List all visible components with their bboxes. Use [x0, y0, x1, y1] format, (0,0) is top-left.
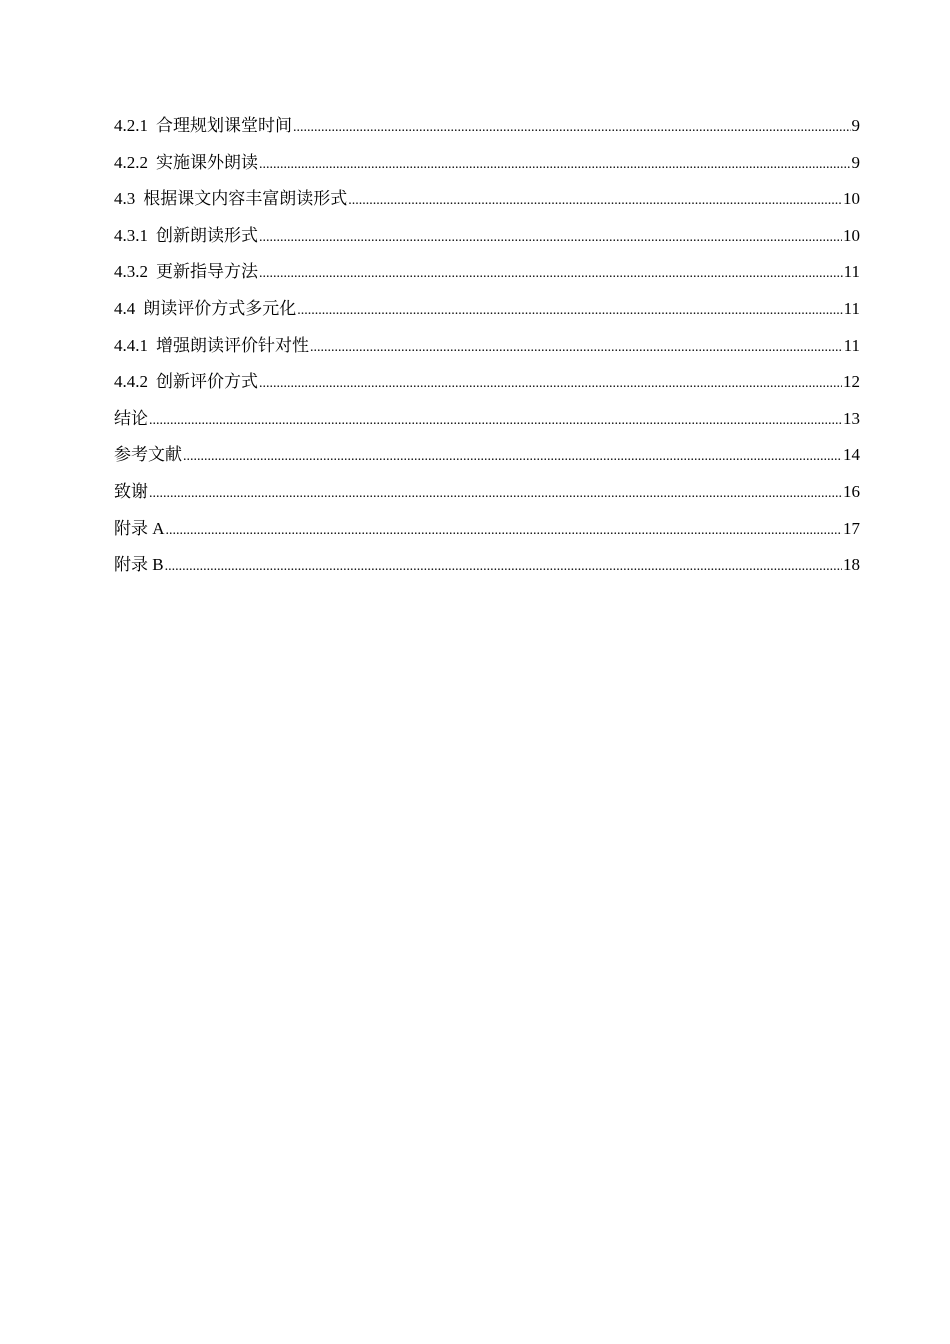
toc-entry-title: [114, 297, 296, 321]
toc-entry[interactable]: [114, 334, 860, 371]
toc-entry-title: [114, 114, 292, 138]
toc-entry-text: 创新评价方式: [156, 372, 258, 392]
toc-entry-text: 朗读评价方式多元化: [143, 298, 297, 318]
toc-entry-title: [114, 407, 148, 431]
toc-entry-number: 4.3.1: [114, 225, 148, 245]
toc-page-number: 13: [843, 408, 860, 428]
toc-entry[interactable]: [114, 260, 860, 297]
toc-entry-title: [114, 370, 258, 394]
toc-entry-text: 创新朗读形式: [156, 225, 258, 245]
toc-page-number: 11: [843, 262, 860, 282]
toc-page-number: 10: [843, 189, 860, 209]
toc-entry-number: 4.3: [114, 189, 136, 209]
toc-leader-dots: [348, 189, 842, 213]
toc-leader-dots: [259, 262, 843, 286]
toc-entry-text: 根据课文内容丰富朗读形式: [143, 189, 348, 209]
toc-leader-dots: [297, 299, 842, 323]
toc-entry[interactable]: [114, 114, 860, 151]
toc-entry-text: 合理规划课堂时间: [156, 116, 292, 135]
toc-entry-text: 参考文献: [114, 445, 182, 465]
toc-entry-title: [114, 224, 258, 248]
toc-entry-title: [114, 553, 164, 577]
toc-entry-text: 附录 A: [114, 518, 165, 538]
toc-entry[interactable]: [114, 151, 860, 188]
toc-page-number: 10: [843, 225, 860, 245]
toc-entry-text: 增强朗读评价针对性: [156, 335, 309, 355]
toc-entry-title: [114, 151, 258, 175]
toc-entry-title: [114, 187, 347, 211]
toc-entry[interactable]: [114, 187, 860, 224]
toc-entry-number: 4.4.2: [114, 372, 148, 392]
toc-entry[interactable]: [114, 517, 860, 554]
toc-leader-dots: [310, 336, 843, 360]
toc-entry[interactable]: [114, 443, 860, 480]
toc-leader-dots: [165, 555, 842, 579]
toc-page-number: 17: [843, 518, 860, 538]
toc-entry-text: 致谢: [114, 481, 148, 501]
toc-entry-text: 更新指导方法: [156, 262, 258, 282]
toc-entry-number: 4.4: [114, 298, 136, 318]
toc-page-number: 18: [843, 555, 860, 575]
toc-leader-dots: [259, 226, 842, 250]
toc-page-number: 9: [851, 116, 860, 135]
toc-entry-number: 4.4.1: [114, 335, 148, 355]
toc-leader-dots: [293, 116, 851, 140]
toc-leader-dots: [149, 409, 842, 433]
toc-entry[interactable]: [114, 553, 860, 590]
toc-entry-text: 结论: [114, 408, 148, 428]
toc-page-number: 11: [843, 298, 860, 318]
toc-leader-dots: [259, 153, 851, 177]
toc-entry-number: 4.2.2: [114, 152, 148, 172]
toc-entry-title: [114, 260, 258, 284]
toc-page-number: 9: [851, 152, 860, 172]
toc-entry-title: [114, 480, 148, 504]
toc-entry[interactable]: [114, 297, 860, 334]
toc-page-number: 11: [843, 335, 860, 355]
toc-entry-text: 实施课外朗读: [156, 152, 258, 172]
toc-leader-dots: [183, 445, 842, 469]
toc-page-number: 14: [843, 445, 860, 465]
toc-leader-dots: [259, 372, 842, 396]
toc-leader-dots: [166, 519, 842, 543]
toc-entry-text: 附录 B: [114, 555, 164, 575]
toc-entry-title: [114, 334, 309, 358]
toc-entry[interactable]: [114, 480, 860, 517]
toc-page-number: 12: [843, 372, 860, 392]
toc-entry[interactable]: [114, 407, 860, 444]
toc-entry-number: 4.3.2: [114, 262, 148, 282]
toc-entry-number: 4.2.1: [114, 116, 148, 135]
toc-leader-dots: [149, 482, 842, 506]
toc-entry[interactable]: [114, 224, 860, 261]
table-of-contents: [114, 114, 860, 590]
toc-entry[interactable]: [114, 370, 860, 407]
toc-entry-title: [114, 443, 182, 467]
toc-entry-title: [114, 517, 165, 541]
toc-page-number: 16: [843, 481, 860, 501]
